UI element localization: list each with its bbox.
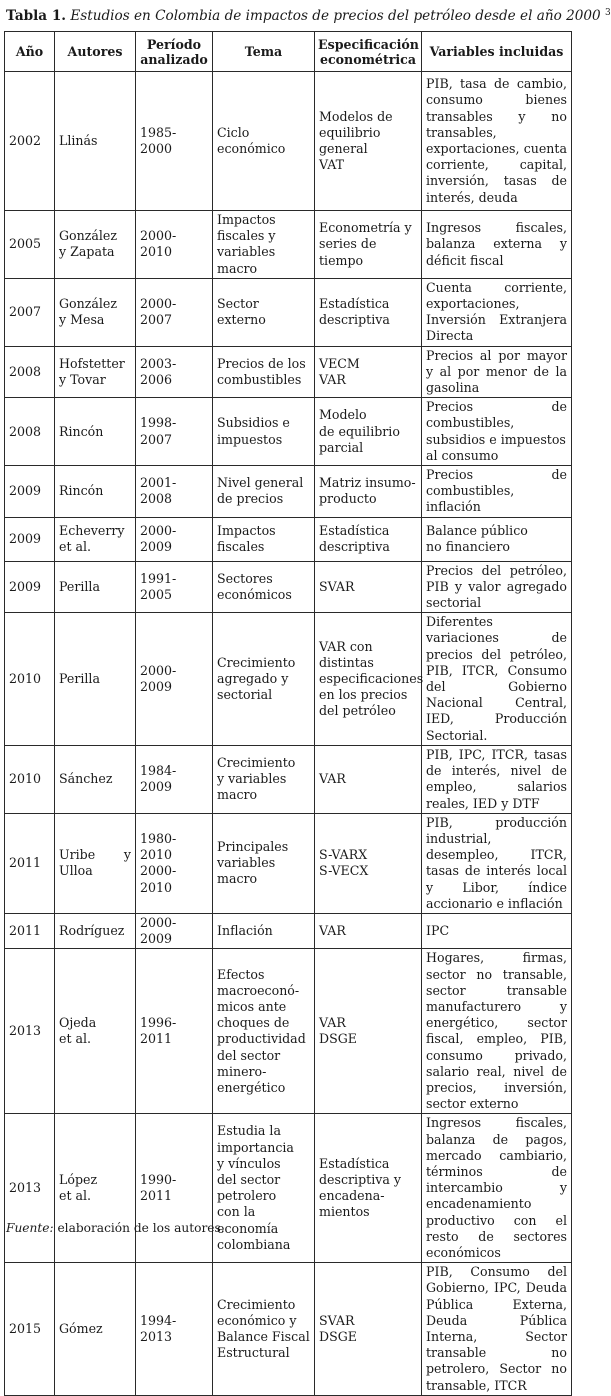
header-authors: Autores: [55, 32, 136, 72]
table-row: [5, 745, 572, 813]
cell-spec: Modelos de equilibrio general VAT: [315, 72, 422, 211]
cell-authors: González y Mesa: [55, 278, 136, 346]
table-row: [5, 517, 572, 561]
cell-year: 2008: [5, 398, 55, 466]
cell-year: 2010: [5, 745, 55, 813]
table-row: [5, 398, 572, 466]
table-row: [5, 613, 572, 746]
source-label: Fuente:: [6, 1221, 54, 1235]
cell-vars: Precios de combustibles, inflación: [422, 466, 572, 518]
caption-title: Estudios en Colombia de impactos de precios del petróleo desde el año 2000: [70, 8, 601, 24]
cell-year: 2013: [5, 949, 55, 1114]
table-row: [5, 466, 572, 518]
cell-topic: Inflación: [213, 913, 315, 948]
table-row: [5, 1114, 572, 1263]
cell-year: 2008: [5, 346, 55, 398]
cell-vars: Cuenta corriente, exportaciones, Inversión Extranjera Directa: [422, 278, 572, 346]
table-row: [5, 561, 572, 613]
cell-topic: Crecimiento y variables macro: [213, 745, 315, 813]
cell-vars: PIB, tasa de cambio, consumo bienes transables y no transables, exportaciones, cuenta corriente, capital, inversión, tasas de interés, deuda: [422, 72, 572, 211]
cell-vars: Precios de combustibles, subsidios e impuestos al consumo: [422, 398, 572, 466]
cell-authors: Rodríguez: [55, 913, 136, 948]
cell-year: 2002: [5, 72, 55, 211]
cell-topic: Nivel general de precios: [213, 466, 315, 518]
cell-topic: Impactos fiscales y variables macro: [213, 211, 315, 279]
cell-authors: Rincón: [55, 466, 136, 518]
cell-topic: Crecimiento agregado y sectorial: [213, 613, 315, 746]
cell-period: 1984-2009: [136, 745, 213, 813]
table-row: [5, 913, 572, 948]
table-row: [5, 278, 572, 346]
cell-authors: Perilla: [55, 561, 136, 613]
cell-vars: Precios al por mayor y al por menor de la gasolina: [422, 346, 572, 398]
cell-period: 1980-2010 2000-2010: [136, 813, 213, 913]
cell-vars: Diferentes variaciones de precios del petróleo, PIB, ITCR, Consumo del Gobierno Nacional Central, IED, Producción Sectorial.: [422, 613, 572, 746]
cell-topic: Precios de los combustibles: [213, 346, 315, 398]
cell-authors: Hofstetter y Tovar: [55, 346, 136, 398]
cell-spec: Estadística descriptiva: [315, 278, 422, 346]
table-row: [5, 211, 572, 279]
cell-authors: López et al.: [55, 1114, 136, 1263]
header-spec: Especificación econométrica: [315, 32, 422, 72]
cell-spec: Estadística descriptiva y encadena- mientos: [315, 1114, 422, 1263]
cell-spec: Econometría y series de tiempo: [315, 211, 422, 279]
table-row: [5, 72, 572, 211]
cell-authors: Rincón: [55, 398, 136, 466]
cell-vars: PIB, Consumo del Gobierno, IPC, Deuda Pública Externa, Deuda Pública Interna, Sector transable no petrolero, Sector no transable, ITCR: [422, 1263, 572, 1396]
cell-year: 2005: [5, 211, 55, 279]
cell-spec: Matriz insumo- producto: [315, 466, 422, 518]
table-body: [5, 72, 572, 1396]
cell-year: 2011: [5, 813, 55, 913]
cell-year: 2009: [5, 517, 55, 561]
cell-period: 1990-2011: [136, 1114, 213, 1263]
cell-vars: PIB, producción industrial, desempleo, ITCR, tasas de interés local y Libor, índice accionario e inflación: [422, 813, 572, 913]
cell-year: 2011: [5, 913, 55, 948]
caption-label: Tabla 1.: [6, 8, 67, 24]
cell-topic: Principales variables macro: [213, 813, 315, 913]
cell-period: 2000-2009: [136, 517, 213, 561]
table-caption: [6, 3, 611, 26]
studies-table: [4, 31, 572, 1396]
cell-period: 1998-2007: [136, 398, 213, 466]
cell-year: 2010: [5, 613, 55, 746]
table-header-row: [5, 32, 572, 72]
cell-authors: Sánchez: [55, 745, 136, 813]
cell-spec: Modelo de equilibrio parcial: [315, 398, 422, 466]
header-vars: Variables incluidas: [422, 32, 572, 72]
cell-period: 2000-2007: [136, 278, 213, 346]
cell-topic: Estudia la importancia y vínculos del sector petrolero con la economía colombiana: [213, 1114, 315, 1263]
source-text: elaboración de los autores.: [53, 1221, 225, 1235]
cell-period: 1996-2011: [136, 949, 213, 1114]
cell-spec: VAR DSGE: [315, 949, 422, 1114]
table-row: [5, 1263, 572, 1396]
cell-period: 2000-2010: [136, 211, 213, 279]
cell-period: 2003-2006: [136, 346, 213, 398]
cell-authors: Ojeda et al.: [55, 949, 136, 1114]
cell-authors: Gómez: [55, 1263, 136, 1396]
table-row: [5, 813, 572, 913]
table-row: [5, 346, 572, 398]
header-year: Año: [5, 32, 55, 72]
cell-vars: Precios del petróleo, PIB y valor agregado sectorial: [422, 561, 572, 613]
cell-topic: Subsidios e impuestos: [213, 398, 315, 466]
cell-topic: Impactos fiscales: [213, 517, 315, 561]
cell-period: 1985-2000: [136, 72, 213, 211]
cell-year: 2007: [5, 278, 55, 346]
table-source-note: [6, 1221, 225, 1235]
cell-topic: Sectores económicos: [213, 561, 315, 613]
cell-topic: Efectos macroeconó- micos ante choques de productividad del sector minero- energético: [213, 949, 315, 1114]
header-period: Período analizado: [136, 32, 213, 72]
cell-spec: VAR con distintas especificaciones en los precios del petróleo: [315, 613, 422, 746]
cell-authors: Uribe y Ulloa: [55, 813, 136, 913]
cell-year: 2009: [5, 561, 55, 613]
cell-spec: S-VARX S-VECX: [315, 813, 422, 913]
cell-spec: SVAR DSGE: [315, 1263, 422, 1396]
cell-vars: Hogares, firmas, sector no transable, sector transable manufacturero y energético, sector fiscal, empleo, PIB, consumo privado, salario real, nivel de precios, inversión, sector externo: [422, 949, 572, 1114]
cell-vars: PIB, IPC, ITCR, tasas de interés, nivel de empleo, salarios reales, IED y DTF: [422, 745, 572, 813]
cell-topic: Crecimiento económico y Balance Fiscal Estructural: [213, 1263, 315, 1396]
cell-spec: VECM VAR: [315, 346, 422, 398]
cell-period: 2000-2009: [136, 613, 213, 746]
header-topic: Tema: [213, 32, 315, 72]
cell-vars: Balance público no financiero: [422, 517, 572, 561]
cell-period: 1994-2013: [136, 1263, 213, 1396]
cell-spec: SVAR: [315, 561, 422, 613]
cell-year: 2009: [5, 466, 55, 518]
cell-topic: Sector externo: [213, 278, 315, 346]
cell-topic: Ciclo económico: [213, 72, 315, 211]
cell-spec: VAR: [315, 913, 422, 948]
table-row: [5, 949, 572, 1114]
cell-authors: Llinás: [55, 72, 136, 211]
cell-period: 2001-2008: [136, 466, 213, 518]
cell-vars: Ingresos fiscales, balanza externa y déficit fiscal: [422, 211, 572, 279]
cell-spec: Estadística descriptiva: [315, 517, 422, 561]
cell-authors: Echeverry et al.: [55, 517, 136, 561]
cell-vars: Ingresos fiscales, balanza de pagos, mercado cambiario, términos de intercambio y encadenamiento productivo con el resto de sectores económicos: [422, 1114, 572, 1263]
cell-period: 2000-2009: [136, 913, 213, 948]
cell-year: 2013: [5, 1114, 55, 1263]
cell-authors: González y Zapata: [55, 211, 136, 279]
cell-year: 2015: [5, 1263, 55, 1396]
cell-spec: VAR: [315, 745, 422, 813]
caption-footnote-mark: 3: [605, 8, 611, 18]
cell-vars: IPC: [422, 913, 572, 948]
cell-authors: Perilla: [55, 613, 136, 746]
cell-period: 1991-2005: [136, 561, 213, 613]
